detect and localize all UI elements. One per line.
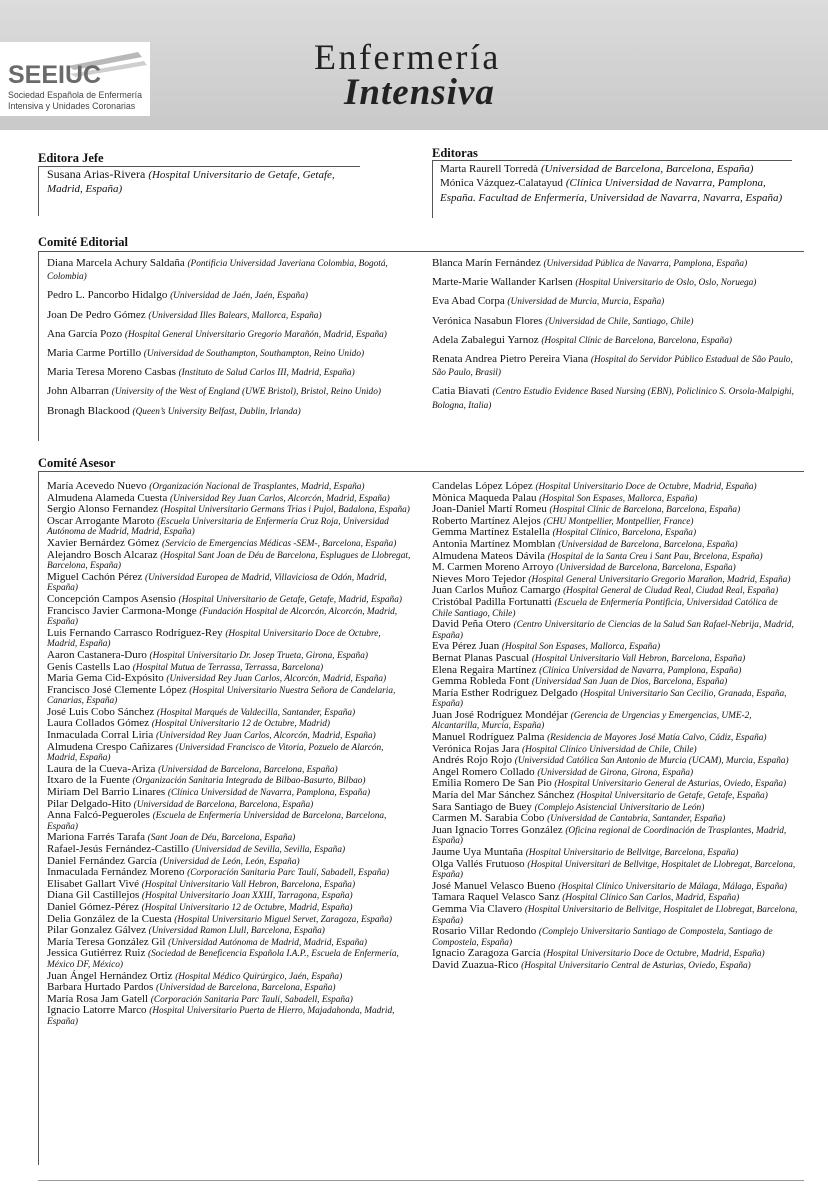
masthead: [0, 0, 828, 130]
logo-line-2: Intensiva y Unidades Coronarias: [8, 100, 136, 111]
person-name: David Peña Otero: [432, 618, 511, 631]
person-name: Daniel Fernández García: [47, 854, 157, 867]
editora-jefe-entry: [47, 168, 367, 197]
member-entry: [47, 309, 411, 322]
person-affiliation: (Hospital Universitario de Bellvitge, Hospitalet de Llobregat, Barcelona, España): [432, 904, 798, 926]
divider: [432, 160, 792, 161]
person-name: Pilar Delgado-Hito: [47, 797, 132, 810]
person-affiliation: (Escuela de Enfermería Universidad de Barcelona, Barcelona, España): [47, 811, 387, 832]
person-name: Juan Ignacio Torres González: [432, 823, 563, 836]
person-affiliation: (Universidad de León, León, España): [159, 856, 300, 867]
person-name: Mónica Vázquez-Calatayud: [440, 177, 563, 190]
person-name: Miriam Del Barrio Linares: [47, 786, 166, 799]
person-name: Manuel Rodríguez Palma: [432, 731, 545, 744]
member-entry: [47, 685, 413, 707]
person-affiliation: (Universidad Pública de Navarra, Pamplona, España): [543, 259, 748, 269]
person-name: Sergio Alonso Fernandez: [47, 503, 159, 516]
person-affiliation: (Hospital Universitario Dr. Josep Trueta, Girona, España): [149, 650, 368, 661]
person-name: Ana García Pozo: [47, 327, 123, 340]
person-name: Francisco José Clemente López: [47, 683, 187, 696]
person-affiliation: (Servicio de Emergencias Médicas -SEM-, Barcelona, España): [162, 538, 397, 549]
person-affiliation: (Complejo Asistencial Universitario de León): [534, 802, 705, 813]
person-name: Mariona Farrés Tarafa: [47, 831, 145, 844]
member-entry: [47, 606, 413, 628]
person-affiliation: (Universidad de Southampton, Southampton, Reino Unido): [143, 349, 365, 360]
person-name: Gemma Via Clavero: [432, 902, 523, 915]
member-entry: [432, 825, 798, 847]
person-affiliation: (Hospital Universitario Doce de Octubre, Madrid, España): [535, 482, 757, 492]
person-name: María Esther Rodríguez Delgado: [432, 686, 578, 699]
person-affiliation: (Hospital Son Espases, Mallorca, España): [539, 493, 698, 504]
person-name: Almudena Crespo Cañizares: [47, 740, 173, 753]
person-name: Marte-Marie Wallander Karlsen: [432, 276, 573, 289]
person-affiliation: (Universidad Ramon Llull, Barcelona, España): [148, 926, 325, 937]
person-affiliation: (Hospital Universitario General de Asturias, Oviedo, España): [554, 779, 787, 790]
person-affiliation: (Hospital Mutua de Terrassa, Terrassa, Barcelona): [132, 662, 324, 673]
person-name: Gemma Robleda Font: [432, 675, 530, 688]
person-name: María Teresa González Gil: [47, 935, 166, 948]
person-name: Joan-Daniel Martí Romeu: [432, 503, 547, 516]
member-entry: [432, 597, 798, 619]
person-name: Francisco Javier Carmona-Monge: [47, 604, 197, 617]
member-entry: [440, 176, 790, 205]
person-affiliation: (Clínica Universidad de Navarra, Pamplona, España): [539, 665, 742, 676]
member-entry: [47, 628, 413, 650]
person-affiliation: (Universidad Rey Juan Carlos, Alcorcón, Madrid, España): [170, 493, 390, 504]
person-affiliation: (Universidad de Murcia, Murcia, España): [507, 297, 665, 308]
person-name: Ignacio Zaragoza García: [432, 947, 541, 960]
person-affiliation: (Hospital Universitario Vall Hebron, Barcelona, España): [141, 879, 356, 890]
person-name: Jaume Uya Muntaña: [432, 846, 524, 858]
comite-asesor-left-column: [47, 481, 413, 1028]
person-affiliation: (Hospital Médico Quirúrgico, Jaén, España): [175, 971, 343, 982]
person-name: Miguel Cachón Pérez: [47, 570, 143, 583]
member-entry: [432, 334, 794, 347]
person-name: Elisabet Gallart Vivé: [47, 877, 139, 890]
page-bottom-rule: [38, 1180, 804, 1181]
person-affiliation: (Universidad Francisco de Vitoria, Pozuelo de Alarcón, Madrid, España): [47, 742, 384, 764]
person-affiliation: (Hospital Universitario de Getafe, Getafe, España): [576, 791, 768, 802]
person-affiliation: (Universidad de Barcelona, Barcelona, España): [133, 799, 314, 810]
member-entry: [47, 366, 411, 379]
person-affiliation: (Hospital Universitario Doce de Octubre, Madrid, España): [543, 949, 765, 960]
member-entry: [47, 948, 413, 970]
person-name: Nieves Moro Tejedor: [432, 572, 526, 585]
person-name: Eva Pérez Juan: [432, 640, 500, 653]
person-affiliation: (Universidad Católica San Antonio de Murcia (UCAM), Murcia, España): [514, 756, 789, 767]
person-name: Maria Carme Portillo: [47, 347, 142, 360]
logo-acronym: SEEIUC: [8, 61, 102, 86]
person-name: Barbara Hurtado Pardos: [47, 981, 154, 994]
person-affiliation: (Universidad de Sevilla, Sevilla, España): [191, 845, 346, 855]
member-entry: [432, 276, 794, 289]
person-name: Bernat Planas Pascual: [432, 651, 530, 664]
divider: [38, 166, 39, 216]
divider: [38, 471, 39, 1165]
member-entry: [47, 550, 413, 572]
member-entry: [47, 385, 411, 398]
person-name: Joan De Pedro Gómez: [47, 308, 146, 321]
person-affiliation: (Hospital Clínic de Barcelona, Barcelona, España): [549, 505, 741, 516]
person-name: Verónica Nasabun Flores: [432, 314, 543, 327]
member-entry: [47, 810, 413, 832]
member-entry: [432, 904, 798, 926]
person-affiliation: (Fundación Hospital de Alcorcón, Alcorcón, Madrid, España): [47, 606, 398, 628]
person-name: Angel Romero Collado: [432, 765, 535, 778]
person-affiliation: (Hospital Sant Joan de Déu de Barcelona, Esplugues de Llobregat, Barcelona, España): [47, 550, 411, 572]
person-affiliation: (Centro Estudio Evidence Based Nursing (EBN), Policlinico S. Orsola-Malpighi, Bologna, Italia): [432, 387, 794, 411]
editoras-heading: Editoras: [432, 146, 478, 160]
person-affiliation: (Organización Sanitaria Integrada de Bilbao-Basurto, Bilbao): [132, 776, 366, 787]
person-affiliation: (Hospital General de Ciudad Real, Ciudad Real, España): [563, 586, 779, 597]
member-entry: [432, 859, 798, 881]
person-affiliation: (Residencia de Mayores José Matía Calvo, Cádiz, España): [547, 733, 767, 744]
person-name: Alejandro Bosch Alcaraz: [47, 548, 158, 561]
person-name: Carmen M. Sarabia Cobo: [432, 812, 545, 825]
person-name: Jessica Gutiérrez Ruiz: [47, 947, 146, 960]
person-name: Adela Zabalegui Yarnoz: [432, 333, 539, 346]
member-entry: [47, 328, 411, 341]
person-name: José Manuel Velasco Bueno: [432, 879, 556, 892]
person-affiliation: (Hospital Universitario 12 de Octubre, Madrid, España): [141, 902, 353, 913]
person-name: Cristóbal Padilla Fortunatti: [432, 595, 552, 608]
editora-jefe-heading: Editora Jefe: [38, 151, 104, 165]
person-affiliation: (Hospital Universitario de Bellvitge, Barcelona, España): [525, 848, 739, 858]
person-name: Inmaculada Corral Liria: [47, 729, 154, 742]
person-name: Roberto Martínez Alejos: [432, 514, 541, 527]
person-affiliation: (Sant Joan de Déu, Barcelona, España): [147, 833, 296, 844]
person-affiliation: (Hospital Clínico San Carlos, Madrid, España): [562, 893, 740, 904]
member-entry: [432, 960, 798, 972]
seeiuc-logo-icon: [8, 52, 148, 86]
person-affiliation: (University of the West of England (UWE Bristol), Bristol, Reino Unido): [111, 387, 381, 398]
person-affiliation: (Pontificia Universidad Javeriana Colombia, Bogotá, Colombia): [47, 259, 388, 283]
person-name: María del Mar Sánchez Sánchez: [432, 789, 575, 802]
member-entry: [432, 385, 794, 411]
person-affiliation: (Hospital Universitario Miguel Servet, Zaragoza, España): [174, 914, 392, 925]
person-name: Maria Teresa Moreno Casbas: [47, 366, 176, 379]
person-name: Xavier Bernárdez Gómez: [47, 536, 160, 549]
person-affiliation: (Hospital General Universitario Gregorio Marañón, Madrid, España): [124, 329, 387, 340]
member-entry: [432, 295, 794, 308]
person-affiliation: (Sociedad de Beneficencia Española I.A.P., Escuela de Enfermería, México DF, México): [47, 949, 399, 970]
person-affiliation: (Hospital Universitario Puerta de Hierro, Majadahonda, Madrid, España): [47, 1006, 395, 1027]
person-name: Inmaculada Fernández Moreno: [47, 866, 185, 879]
person-affiliation: (Corporación Sanitaria Parc Taulí, Sabadell, España): [150, 994, 353, 1005]
person-name: Delia González de la Cuesta: [47, 912, 172, 925]
divider: [432, 160, 433, 218]
member-entry: [47, 1005, 413, 1027]
person-name: Verónica Rojas Jara: [432, 742, 520, 755]
society-logo: [0, 42, 150, 116]
member-entry: [47, 742, 413, 764]
person-affiliation: (Corporación Sanitaria Parc Taulí, Sabadell, España): [187, 868, 390, 879]
person-affiliation: (Clínica Universidad de Navarra, Pamplona, España. Facultad de Enfermería, Universidad de Navarra, Navarra, España): [440, 177, 783, 204]
person-affiliation: (Oficina regional de Coordinación de Trasplantes, Madrid, España): [432, 825, 787, 847]
person-name: Olga Vallés Frutuoso: [432, 857, 525, 870]
person-name: Diana Gil Castillejos: [47, 889, 140, 902]
person-affiliation: (Hospital Marqués de Valdecilla, Santander, España): [156, 707, 356, 718]
person-name: Almudena Alameda Cuesta: [47, 491, 168, 504]
person-name: Andrés Rojo Rojo: [432, 754, 513, 767]
member-entry: [47, 257, 411, 283]
divider: [38, 251, 804, 252]
person-name: Pilar Gonzalez Gálvez: [47, 924, 146, 937]
person-affiliation: (Hospital Universitari de Bellvitge, Hospitalet de Llobregat, Barcelona, España): [432, 859, 796, 881]
person-affiliation: (Escuela Universitaria de Enfermería Cruz Roja, Universidad Autónoma de Madrid, Madrid, España): [47, 516, 389, 538]
divider: [38, 251, 39, 441]
person-affiliation: (Hospital de la Santa Creu i Sant Pau, Brcelona, España): [547, 551, 763, 562]
member-entry: [432, 619, 798, 641]
person-affiliation: (Clínica Universidad de Navarra, Pamplona, España): [167, 788, 371, 799]
person-affiliation: (Hospital Son Espases, Mallorca, España): [501, 642, 661, 653]
member-entry: [432, 315, 794, 328]
member-entry: [432, 926, 798, 948]
person-affiliation: (Universidad de Girona, Girona, España): [537, 767, 694, 778]
person-affiliation: (Hospital Clínico, Barcelona, España): [552, 528, 697, 539]
member-entry: [432, 710, 798, 732]
person-name: Mònica Maqueda Palau: [432, 491, 537, 504]
person-affiliation: (Universidad de Chile, Santiago, Chile): [545, 316, 694, 327]
member-entry: [47, 405, 411, 418]
person-affiliation: (Universidad Illes Balears, Mallorca, España): [148, 310, 322, 321]
person-name: José Luis Cobo Sánchez: [47, 705, 155, 718]
person-name: Aaron Castanera-Duro: [47, 648, 147, 661]
person-affiliation: (Universidad de Barcelona, Barcelona, España): [158, 764, 338, 775]
person-name: Laura de la Cueva-Ariza: [47, 762, 156, 775]
person-name: Candelas López López: [432, 480, 533, 492]
person-affiliation: (Universidad Rey Juan Carlos, Alcorcón, Madrid, España): [155, 731, 376, 742]
person-affiliation: (Hospital Universitario 12 de Octubre, Madrid): [151, 719, 331, 730]
person-name: Anna Falcó-Pegueroles: [47, 809, 150, 822]
person-name: Renata Andrea Pietro Pereira Viana: [432, 353, 589, 366]
person-affiliation: (Hospital Universitario de Getafe, Getafe, Madrid, España): [47, 169, 335, 196]
comite-editorial-right-column: [432, 257, 794, 418]
logo-line-1: Sociedad Española de Enfermería: [8, 90, 142, 100]
person-affiliation: (Escuela de Enfermería Pontificia, Universidad Católica de Chile Santiago, Chile): [432, 597, 778, 619]
member-entry: [432, 688, 798, 710]
person-name: Daniel Gómez-Pérez: [47, 900, 139, 913]
person-affiliation: (Universidad de Barcelona, Barcelona, España): [558, 539, 738, 550]
person-affiliation: (Hospital Universitario de Getafe, Getafe, Madrid, España): [178, 594, 402, 605]
logo-subtitle: [8, 90, 142, 111]
person-name: Gemma Martínez Estalella: [432, 526, 550, 539]
person-affiliation: (Universidad de Barcelona, Barcelona, España): [155, 983, 336, 994]
person-affiliation: (Hospital Universitario Nuestra Señora de Candelaria, Canarias, España): [47, 685, 396, 707]
person-name: María Acevedo Nuevo: [47, 480, 147, 492]
person-affiliation: (Universidad de Barcelona, Barcelona, España): [541, 163, 754, 175]
person-name: María Rosa Jam Gatell: [47, 992, 149, 1005]
person-affiliation: (Universidad Europea de Madrid, Villaviciosa de Odón, Madrid, España): [47, 572, 387, 594]
person-affiliation: (Queen’s University Belfast, Dublin, Irlanda): [132, 406, 301, 417]
person-affiliation: (Hospital Universitario Central de Asturias, Oviedo, España): [521, 960, 751, 971]
comite-editorial-left-column: [47, 257, 411, 424]
person-name: Rosario Villar Redondo: [432, 925, 537, 938]
person-name: John Albarran: [47, 385, 110, 398]
person-affiliation: (Universidad de Barcelona, Barcelona, España): [556, 563, 736, 574]
divider: [38, 471, 804, 472]
comite-asesor-right-column: [432, 481, 798, 972]
person-name: Emilia Romero De San Pio: [432, 777, 552, 790]
person-name: Sara Santiago de Buey: [432, 800, 532, 813]
member-entry: [432, 257, 794, 270]
journal-title: [314, 37, 501, 113]
editoras-list: [440, 162, 790, 205]
person-affiliation: (Hospital Universitario de Oslo, Oslo, Noruega): [575, 278, 757, 289]
person-name: Ignacio Latorre Marco: [47, 1004, 147, 1017]
person-affiliation: (Hospital Clínic de Barcelona, Barcelona, España): [541, 335, 732, 346]
person-name: Maria Gema Cid-Expósito: [47, 672, 164, 685]
person-name: Pedro L. Pancorbo Hidalgo: [47, 289, 168, 302]
member-entry: [47, 516, 413, 538]
person-affiliation: (Universidad de Cantabria, Santander, España): [547, 814, 726, 825]
person-affiliation: (Universidad Autónoma de Madrid, Madrid, España): [168, 937, 368, 948]
person-name: Catia Biavati: [432, 385, 490, 398]
person-name: Blanca Marín Fernández: [432, 257, 541, 269]
person-affiliation: (Organización Nacional de Trasplantes, Madrid, España): [149, 482, 365, 492]
person-affiliation: (Hospital Universitario Germans Trias i Pujol, Badalona, España): [160, 505, 410, 516]
person-name: Marta Raurell Torredà: [440, 163, 538, 175]
person-name: Elena Regaira Martínez: [432, 663, 537, 676]
person-affiliation: (Universidad San Juan de Dios, Barcelona, España): [531, 677, 728, 688]
person-affiliation: (Universidad de Jaén, Jaén, España): [170, 291, 308, 302]
person-name: Eva Abad Corpa: [432, 295, 505, 308]
comite-editorial-heading: Comité Editorial: [38, 235, 128, 249]
member-entry: [440, 162, 790, 176]
person-name: Tamara Raquel Velasco Sanz: [432, 891, 560, 904]
person-affiliation: (Hospital General Universitario Gregorio Marañon, Madrid, España): [528, 574, 791, 585]
person-affiliation: (Instituto de Salud Carlos III, Madrid, España): [178, 368, 355, 379]
person-affiliation: (Gerencia de Urgencias y Emergencias, UME-2, Alcantarilla, Murcia, España): [432, 710, 752, 732]
person-affiliation: (Hospital Universitario Vall Hebron, Barcelona, España): [531, 653, 746, 664]
member-entry: [47, 572, 413, 594]
person-name: Almudena Mateos Dávila: [432, 549, 546, 562]
person-name: Genis Castells Lao: [47, 660, 131, 673]
person-name: David Zuazua-Rico: [432, 958, 519, 971]
person-name: Oscar Arrogante Maroto: [47, 514, 155, 527]
journal-title-line-2: Intensiva: [344, 72, 495, 113]
person-name: Laura Collados Gómez: [47, 717, 150, 730]
person-name: Rafael-Jesús Fernández-Castillo: [47, 843, 190, 855]
person-affiliation: (Hospital Universitario San Cecilio, Granada, España, España): [432, 688, 787, 710]
person-affiliation: (Hospital do Servidor Público Estadual de São Paulo, São Paulo, Brasil): [432, 355, 793, 379]
person-affiliation: (Universidad Rey Juan Carlos, Alcorcón, Madrid, España): [166, 674, 387, 685]
journal-title-line-1: Enfermería: [314, 37, 501, 77]
person-name: Concepción Campos Asensio: [47, 592, 176, 605]
person-name: Luis Fernando Carrasco Rodríguez-Rey: [47, 626, 223, 639]
member-entry: [47, 347, 411, 360]
person-affiliation: (Hospital Clínico Universitario de Málaga, Málaga, España): [558, 881, 787, 892]
person-name: M. Carmen Moreno Arroyo: [432, 561, 554, 574]
comite-asesor-heading: Comité Asesor: [38, 456, 116, 470]
person-name: Juan Ángel Hernández Ortiz: [47, 969, 173, 982]
person-name: Juan José Rodríguez Mondéjar: [432, 708, 568, 721]
person-name: Juan Carlos Muñoz Camargo: [432, 584, 561, 597]
person-affiliation: (Hospital Clínico Universidad de Chile, Chile): [522, 744, 697, 755]
person-name: Susana Arias-Rivera: [47, 167, 146, 181]
person-affiliation: (Hospital Universitario Joan XXIII, Tarragona, España): [141, 891, 353, 902]
member-entry: [432, 353, 794, 379]
person-name: Itxaro de la Fuente: [47, 774, 130, 787]
person-name: Antonia Martínez Momblan: [432, 537, 556, 550]
member-entry: [47, 289, 411, 302]
person-affiliation: (Hospital Universitario Doce de Octubre, Madrid, España): [47, 628, 381, 650]
person-name: Diana Marcela Achury Saldaña: [47, 257, 185, 269]
person-name: Bronagh Blackood: [47, 404, 130, 417]
person-affiliation: (Complejo Universitario Santiago de Compostela, Santiago de Compostela, España): [432, 927, 773, 948]
person-affiliation: (CHU Montpellier, Montpellier, France): [543, 516, 694, 527]
person-affiliation: (Centro Universitario de Ciencias de la Salud San Rafael-Nebrija, Madrid, España): [432, 620, 794, 641]
